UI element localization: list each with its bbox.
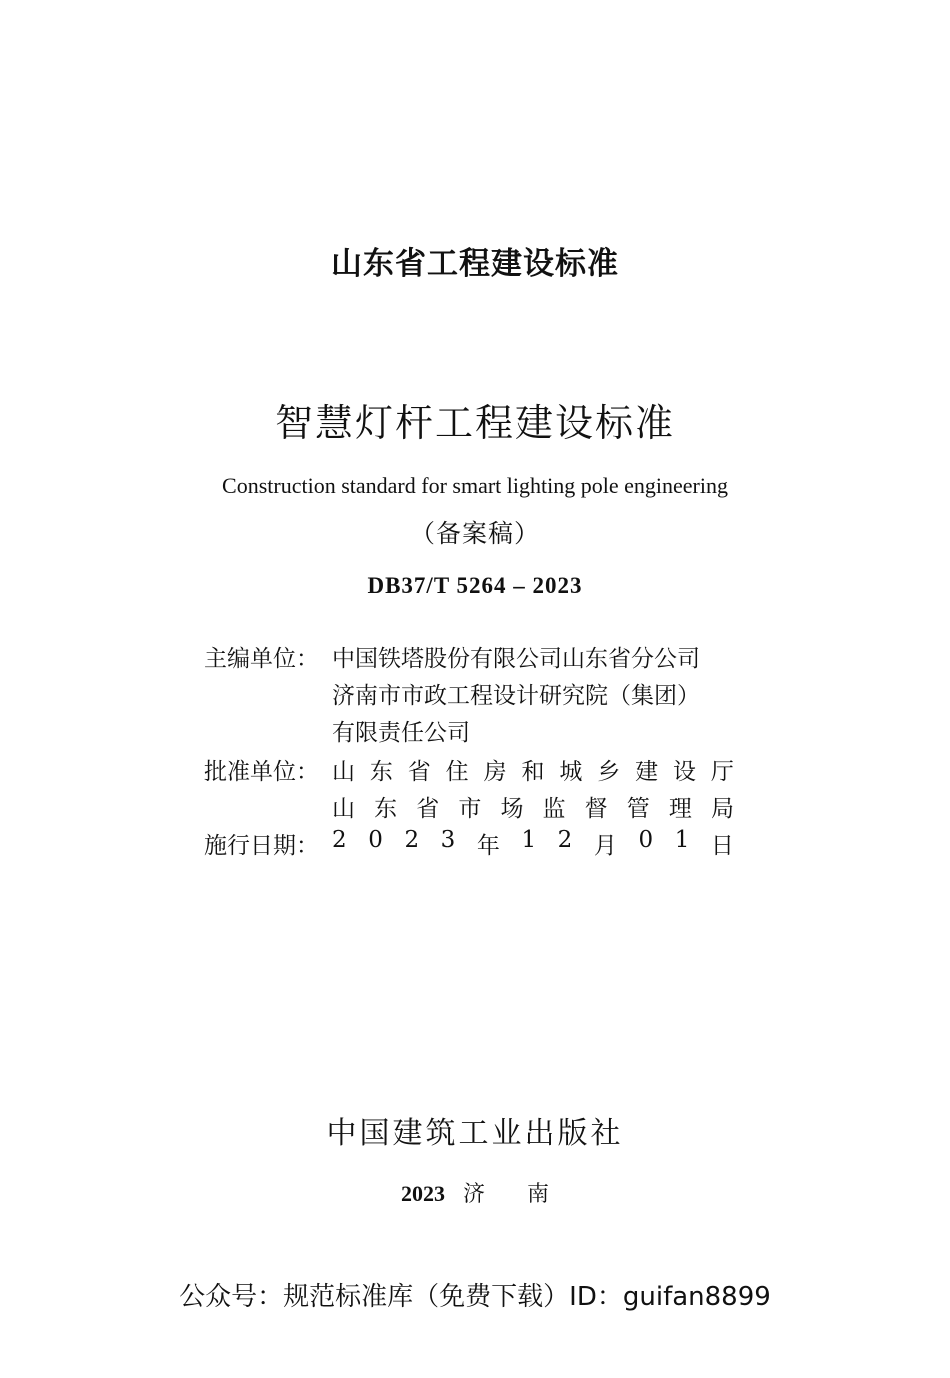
spread-char: 场: [500, 796, 524, 822]
editor-line: 有限责任公司: [332, 720, 470, 746]
spread-char: 管: [626, 796, 650, 822]
spread-char: 监: [542, 796, 566, 822]
watermark-text: 公众号：规范标准库（免费下载）ID：guifan8899: [179, 1282, 771, 1312]
spread-char: 设: [673, 759, 697, 785]
spread-char: 市: [458, 796, 482, 822]
editor-line: 济南市市政工程设计研究院（集团）: [332, 683, 700, 709]
spread-char: 0: [368, 827, 383, 853]
spread-char: 房: [483, 759, 507, 785]
publication-line: [0, 1177, 950, 1208]
standard-title-cn: 智慧灯杆工程建设标准: [274, 401, 675, 445]
spread-char: 厅: [710, 759, 734, 785]
spread-char: 1: [674, 827, 690, 853]
spread-char: 3: [440, 827, 456, 853]
approver-label: 批准单位：: [204, 759, 319, 785]
spread-char: 住: [445, 759, 469, 785]
spread-char: 理: [668, 796, 692, 822]
spread-char: 2: [332, 827, 347, 853]
spread-char: 2: [404, 827, 420, 853]
series-title: 山东省工程建设标准: [331, 246, 619, 282]
spread-char: 东: [374, 796, 398, 822]
spread-char: 督: [584, 796, 608, 822]
effective-date-label: 施行日期：: [204, 833, 319, 859]
approver-line: [332, 790, 734, 823]
publication-city: 济南: [462, 1182, 591, 1207]
spread-char: 东: [369, 759, 393, 785]
effective-date-value: [332, 827, 734, 860]
publisher: 中国建筑工业出版社: [326, 1116, 624, 1151]
spread-char: 山: [332, 796, 355, 822]
spread-char: 1: [521, 827, 537, 853]
editor-line: 中国铁塔股份有限公司山东省分公司: [332, 646, 700, 672]
spread-char: 省: [416, 796, 440, 822]
editor-label: 主编单位：: [204, 646, 319, 672]
spread-char: 局: [710, 796, 734, 822]
spread-char: 0: [638, 827, 654, 853]
spread-char: 日: [710, 833, 734, 859]
standard-title-en: Construction standard for smart lighting pole engineering: [222, 473, 728, 498]
draft-status: （备案稿）: [409, 519, 540, 548]
approver-line: [332, 753, 734, 786]
spread-char: 城: [559, 759, 583, 785]
spread-char: 月: [593, 833, 617, 859]
spread-char: 年: [476, 833, 500, 859]
spread-char: 2: [557, 827, 573, 853]
standard-code: DB37/T 5264 – 2023: [367, 573, 583, 598]
spread-char: 建: [635, 759, 659, 785]
publication-year: 2023: [400, 1181, 445, 1206]
spread-char: 山: [332, 759, 355, 785]
spread-char: 省: [407, 759, 431, 785]
spread-char: 乡: [597, 759, 621, 785]
spread-char: 和: [521, 759, 545, 785]
